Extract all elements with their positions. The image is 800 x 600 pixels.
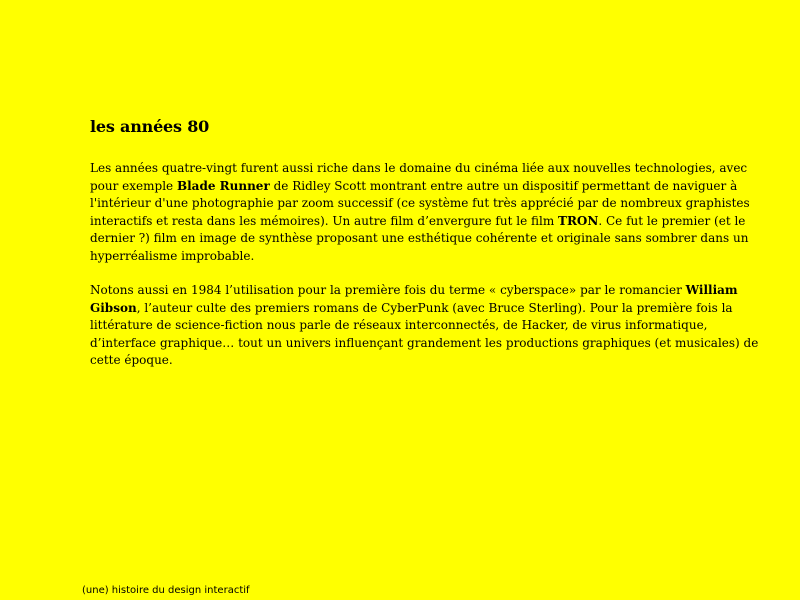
body-text — [90, 160, 770, 387]
paragraph-cyberspace — [90, 282, 770, 370]
paragraph-text: Notons aussi en 1984 l’utilisation pour la première fois du terme « cyberspace» par le romancier — [90, 283, 686, 297]
footer-caption: (une) histoire du design interactif — [82, 585, 250, 596]
author-name-william-gibson: William Gibson — [90, 283, 738, 315]
paragraph-text: , l’auteur culte des premiers romans de CyberPunk (avec Bruce Sterling). Pour la première fois la littérature de science-fiction nous parle de réseaux interconnectés, de Hacker, de virus informatique, d’interface graphique… tout un univers influençant grandement les productions graphiques (et musicales) de cette époque. — [90, 300, 759, 367]
film-title-tron: TRON — [558, 213, 599, 228]
paragraph-text: . Ce fut le premier (et le dernier ?) film en image de synthèse proposant une esthétique cohérente et originale sans sombrer dans un hyperréalisme improbable. — [90, 213, 749, 263]
film-title-blade-runner: Blade Runner — [176, 178, 270, 193]
paragraph-text: Les années quatre-vingt furent aussi riche dans le domaine du cinéma liée aux nouvelles technologies, avec pour exemple — [90, 161, 748, 193]
section-heading: les années 80 — [90, 117, 210, 136]
paragraph-blade-runner-tron — [90, 160, 770, 265]
paragraph-text: de Ridley Scott montrant entre autre un dispositif permettant de naviguer à l'intérieur d'une photographie par zoom successif (ce système fut très apprécié par de nombreux graphistes interactifs et resta dans les mémoires). Un autre film d’envergure fut le film — [90, 178, 750, 228]
